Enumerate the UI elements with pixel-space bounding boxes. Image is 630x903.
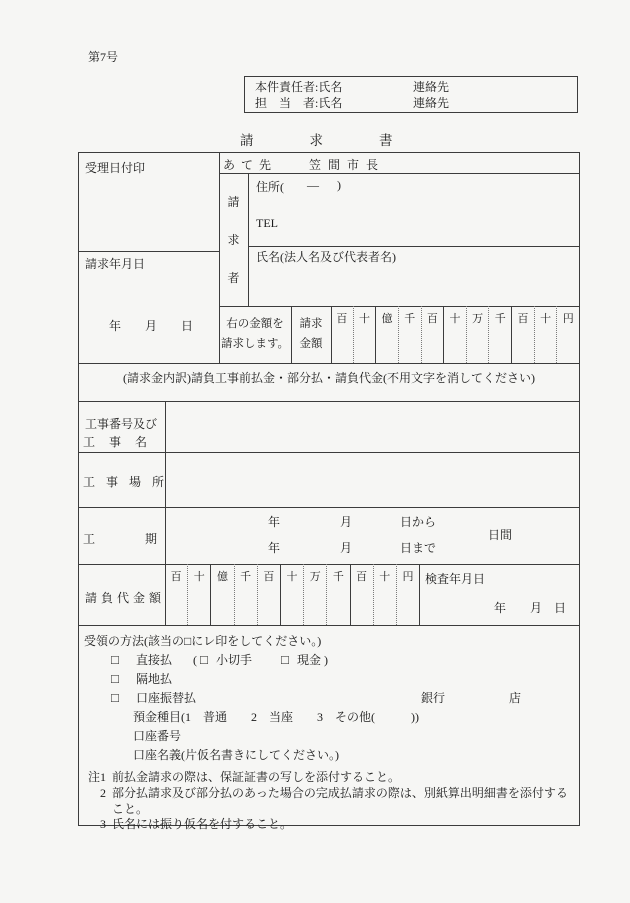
contract-digit-header-row bbox=[165, 564, 419, 625]
direct-sub-close-paren: ) bbox=[324, 653, 329, 667]
amount-digit-header-row bbox=[331, 306, 579, 363]
checkbox-remote-payment[interactable]: □ bbox=[111, 671, 119, 686]
digit-unit-label: 億 bbox=[381, 313, 393, 325]
grid-line bbox=[248, 246, 579, 247]
form-number: 第7号 bbox=[88, 50, 119, 64]
digit-unit-label: 千 bbox=[404, 313, 416, 325]
addressee-label: あて先 bbox=[223, 158, 278, 172]
addressee-value: 笠間市長 bbox=[309, 158, 386, 172]
contract-digit-col bbox=[396, 564, 419, 625]
digit-unit-label: 百 bbox=[170, 571, 182, 583]
claim-statement bbox=[219, 306, 291, 363]
digit-unit-label: 千 bbox=[494, 313, 506, 325]
checkbox-cheque[interactable]: □ bbox=[200, 652, 208, 667]
account-transfer-label: 口座振替払 bbox=[136, 691, 197, 705]
direct-payment-label: 直接払 bbox=[136, 653, 173, 667]
claim-amount-label bbox=[291, 306, 331, 363]
checkbox-direct-payment[interactable]: □ bbox=[111, 652, 119, 667]
amount-digit-col bbox=[443, 306, 466, 363]
note-item bbox=[84, 786, 579, 818]
contract-digit-col bbox=[257, 564, 280, 625]
digit-unit-label: 円 bbox=[562, 313, 574, 325]
digit-unit-label: 百 bbox=[356, 571, 368, 583]
receipt-option-remote bbox=[84, 670, 579, 689]
digit-unit-label: 千 bbox=[240, 571, 252, 583]
work-name-label: 工事名 bbox=[83, 435, 162, 449]
digit-unit-label: 十 bbox=[286, 571, 298, 583]
note-number: 注1 bbox=[87, 770, 106, 784]
work-number-label: 工事番号及び bbox=[85, 417, 158, 431]
work-place-label: 工事場所 bbox=[83, 475, 176, 489]
period-days: 日間 bbox=[488, 528, 513, 542]
note-number: 2 bbox=[100, 785, 106, 800]
grid-line bbox=[79, 401, 579, 402]
address-dash: — bbox=[307, 178, 319, 192]
receipt-option-direct bbox=[84, 651, 579, 670]
contract-digit-col bbox=[280, 564, 303, 625]
address-close-paren: ) bbox=[337, 178, 341, 192]
claim-statement-line2: 請求します。 bbox=[220, 338, 290, 350]
period-from: 年 月 日から bbox=[268, 515, 437, 529]
account-number-label: 口座番号 bbox=[133, 729, 182, 743]
amount-digit-col bbox=[398, 306, 421, 363]
branch-label: 店 bbox=[509, 691, 522, 705]
digit-unit-label: 円 bbox=[402, 571, 414, 583]
grid-line bbox=[79, 363, 579, 364]
receipt-option-transfer bbox=[84, 689, 579, 708]
note-item bbox=[84, 770, 579, 786]
form-title: 請求書 bbox=[240, 133, 449, 148]
digit-unit-label: 億 bbox=[216, 571, 228, 583]
staff-row bbox=[255, 95, 577, 111]
contract-digit-col bbox=[210, 564, 233, 625]
billing-date-fields: 年 月 日 bbox=[109, 319, 194, 333]
staff-label: 担 当 者:氏名 bbox=[255, 96, 343, 110]
grid-line bbox=[79, 251, 219, 252]
responsible-label: 本件責任者:氏名 bbox=[255, 80, 343, 94]
digit-unit-label: 十 bbox=[358, 313, 370, 325]
responsible-contact-label: 連絡先 bbox=[413, 80, 450, 94]
requester-char: 請 bbox=[227, 195, 240, 209]
note-item bbox=[84, 817, 579, 833]
invoice-table bbox=[78, 152, 580, 832]
name-field-label: 氏名(法人名及び代表者名) bbox=[256, 250, 396, 264]
contract-digit-col bbox=[350, 564, 373, 625]
requester-vertical-label bbox=[219, 173, 248, 306]
tel-label: TEL bbox=[256, 216, 278, 230]
amount-digit-col bbox=[488, 306, 511, 363]
cash-label: 現金 bbox=[297, 653, 322, 667]
amount-digit-col bbox=[375, 306, 398, 363]
contact-box bbox=[244, 76, 578, 113]
deposit-type-label: 預金種目(1 普通 2 当座 3 その他( )) bbox=[133, 710, 419, 724]
requester-char: 者 bbox=[227, 271, 240, 285]
amount-digit-col bbox=[534, 306, 557, 363]
digit-unit-label: 千 bbox=[332, 571, 344, 583]
contract-digit-col bbox=[187, 564, 210, 625]
grid-line bbox=[79, 507, 579, 508]
direct-sub-open-paren: ( bbox=[193, 653, 198, 667]
amount-digit-col bbox=[421, 306, 444, 363]
contract-amount-label: 請負代金額 bbox=[85, 591, 166, 605]
amount-digit-col bbox=[353, 306, 376, 363]
requester-char: 求 bbox=[227, 233, 240, 247]
bank-label: 銀行 bbox=[421, 691, 446, 705]
digit-unit-label: 十 bbox=[193, 571, 205, 583]
receipt-section bbox=[79, 625, 579, 832]
cheque-label: 小切手 bbox=[216, 653, 253, 667]
checkbox-account-transfer[interactable]: □ bbox=[111, 690, 119, 705]
contract-digit-col bbox=[303, 564, 326, 625]
claim-statement-line1: 右の金額を bbox=[226, 318, 284, 330]
responsible-row bbox=[255, 79, 577, 95]
grid-line bbox=[79, 452, 579, 453]
notes-section bbox=[84, 770, 579, 833]
digit-unit-label: 十 bbox=[449, 313, 461, 325]
grid-line bbox=[419, 564, 420, 625]
digit-unit-label: 百 bbox=[426, 313, 438, 325]
amount-digit-col bbox=[331, 306, 353, 363]
digit-unit-label: 百 bbox=[336, 313, 348, 325]
digit-unit-label: 十 bbox=[540, 313, 552, 325]
note-text: 部分払請求及び部分払のあった場合の完成払請求の際は、別紙算出明細書を添付すること。 bbox=[112, 785, 568, 816]
claim-amount-line1: 請求 bbox=[299, 318, 323, 330]
remote-payment-label: 隔地払 bbox=[136, 672, 173, 686]
digit-unit-label: 十 bbox=[379, 571, 391, 583]
digit-unit-label: 百 bbox=[517, 313, 529, 325]
amount-digit-col bbox=[511, 306, 534, 363]
contract-digit-col bbox=[326, 564, 349, 625]
inspection-date-fields: 年 月 日 bbox=[494, 601, 567, 615]
staff-contact-label: 連絡先 bbox=[413, 96, 450, 110]
billing-date-label: 請求年月日 bbox=[85, 257, 146, 271]
grid-line bbox=[248, 173, 249, 306]
contract-digit-col bbox=[234, 564, 257, 625]
digit-unit-label: 万 bbox=[309, 571, 321, 583]
breakdown-note: (請求金内訳)請負工事前払金・部分払・請負代金(不用文字を消してください) bbox=[123, 371, 535, 385]
note-text: 氏名には振り仮名を付すること。 bbox=[112, 817, 293, 832]
grid-line bbox=[219, 173, 579, 174]
amount-digit-col bbox=[556, 306, 579, 363]
claim-amount-line2: 金額 bbox=[299, 338, 323, 350]
note-text: 前払金請求の際は、保証証書の写しを添付すること。 bbox=[112, 770, 401, 784]
account-name-label: 口座名義(片仮名書きにしてください。) bbox=[133, 748, 339, 762]
reception-stamp-label: 受理日付印 bbox=[85, 161, 146, 175]
contract-digit-col bbox=[373, 564, 396, 625]
receipt-heading: 受領の方法(該当の□にレ印をしてください。) bbox=[84, 634, 322, 648]
checkbox-cash[interactable]: □ bbox=[281, 652, 289, 667]
contract-digit-col bbox=[165, 564, 187, 625]
period-to: 年 月 日まで bbox=[268, 541, 437, 555]
digit-unit-label: 百 bbox=[263, 571, 275, 583]
note-number: 3 bbox=[100, 817, 106, 832]
address-label: 住所( bbox=[256, 180, 284, 194]
inspection-date-label: 検査年月日 bbox=[425, 572, 486, 586]
amount-digit-col bbox=[466, 306, 489, 363]
work-period-label: 工期 bbox=[83, 532, 208, 546]
digit-unit-label: 万 bbox=[472, 313, 484, 325]
